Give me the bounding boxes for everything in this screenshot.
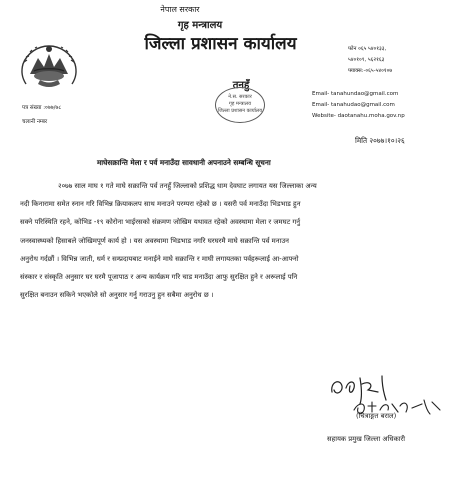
body-line: अनुरोध गर्दछौं । विभिन्न जाती, धर्म र सम्प्रदायबाट मनाईने माघे सक्रान्ति र माघी लगायतका पर्वहरूलाई आ-आफ्नो bbox=[20, 254, 299, 263]
phone-line: ५४०१०९, ५६२१६३ bbox=[348, 57, 385, 63]
office-stamp bbox=[213, 77, 279, 125]
stamp-line: गृह मन्त्रालय bbox=[228, 101, 252, 107]
government-name: नेपाल सरकार bbox=[160, 5, 200, 14]
ministry-name: गृह मन्त्रालय bbox=[177, 20, 223, 31]
fax-line: फ्याक्स:-०६५-५४०१०७ bbox=[348, 68, 393, 74]
letter-date: मिति २०७७।१०।२६ bbox=[355, 136, 405, 145]
dispatch-number: चलानी नम्बर bbox=[22, 119, 48, 125]
stamp-seal bbox=[215, 87, 265, 123]
office-name: जिल्ला प्रशासन कार्यालय bbox=[144, 34, 297, 54]
notice-body bbox=[20, 177, 430, 304]
body-line: नदी किनारामा समेत स्नान गरि विभिन्न क्रियाकलप साथ मनाउने परम्परा रहेको छ । यसरी पर्व मनाउँदा भिडभाड हुन bbox=[20, 200, 301, 209]
phone-line: फोन ०६५ ५४०१३३, bbox=[348, 46, 387, 52]
body-line: जनस्वास्थ्यको हिसाबले जोखिमपूर्ण कार्य हो । यस अवस्थामा भिडभाड नगरि घरघरमै माघे सक्रान्ति पर्व मनाउन bbox=[20, 236, 289, 245]
body-line: सक्ने परिस्थिति रहने, कोभिड -१९ कोरोना भाईरसको संक्रमण जोखिम यथावत रहेको अवस्थामा मेला र जमघट गर्नु bbox=[20, 218, 301, 227]
stamp-line: जिल्ला प्रशासन कार्यालय bbox=[217, 108, 263, 114]
reference-numbers bbox=[22, 101, 61, 129]
email-contact[interactable]: Email- tanahudao@gmail.com bbox=[312, 102, 395, 108]
stamp-district: तनहुँ bbox=[232, 80, 250, 91]
stamp-line: ने.स. सरकार bbox=[228, 94, 252, 100]
contact-info bbox=[312, 89, 405, 122]
body-line: संस्कार र संस्कृति अनुसार घर घरमै पूजापाठ र अन्य कार्यक्रम गरि चाड मनाउँदा आफु सुरक्षित हुने र अरूलाई पनि bbox=[20, 273, 298, 282]
email-contact[interactable]: Email- tanahundao@gmail.com bbox=[312, 91, 399, 97]
notice-subject: माघेसक्रान्ति मेला र पर्व मनाउँदा सावधानी अपनाउने सम्बन्धि सूचना bbox=[97, 158, 271, 167]
signatory-title: सहायक प्रमुख जिल्ला अधिकारी bbox=[327, 435, 405, 443]
body-line: २०७७ साल माघ १ गते माघे सक्रान्ति पर्व तनहुँ जिल्लाको प्रशिद्ध धाम देवघाट लगायत यस जिल्लाका अन्य bbox=[58, 182, 317, 190]
letter-ref-number: पत्र संख्या :०७७/७८ bbox=[22, 105, 62, 111]
signatory-name: (चित्राङ्गत बराल) bbox=[356, 412, 397, 420]
body-line: सुरक्षित बनाउन सकिने भएकोले सो अनुसार गर्नु गराउनु हुन सबैमा अनुरोध छ । bbox=[20, 291, 214, 300]
nepal-emblem-icon bbox=[18, 40, 80, 92]
phone-numbers bbox=[348, 44, 392, 77]
website-contact[interactable]: Website- daotanahu.moha.gov.np bbox=[312, 113, 405, 119]
